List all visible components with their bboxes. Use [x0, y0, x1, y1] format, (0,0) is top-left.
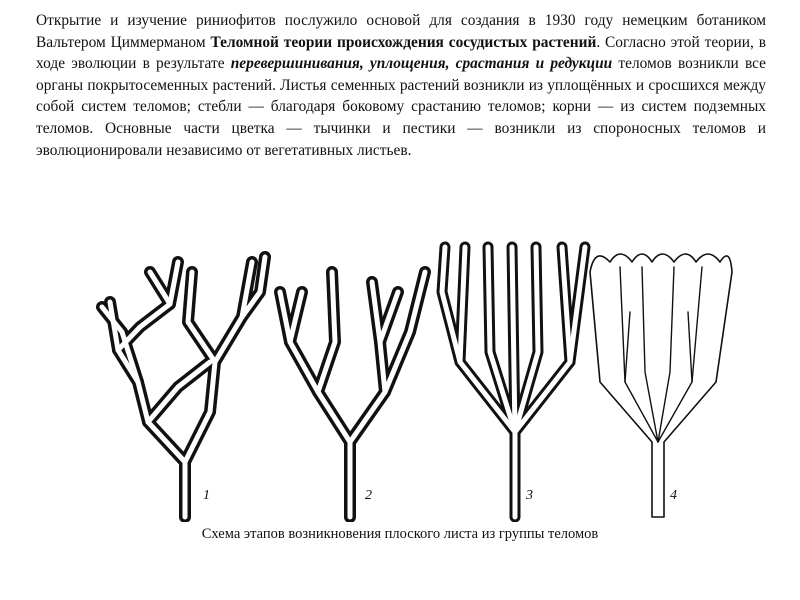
- stage-2-drawing: [280, 272, 425, 517]
- stage-label-3: 3: [526, 488, 533, 503]
- telome-stages-figure: [80, 232, 740, 522]
- stage-label-2: 2: [365, 488, 372, 503]
- text-intro: Открытие и изучение риниофитов послужило основой для создания в 1930 году немецким ботаником Вальтером Циммерманом: [36, 12, 766, 51]
- text-telome-theory: Теломной теории происхождения сосудистых растений: [210, 33, 597, 51]
- stage-3-drawing: [442, 247, 585, 517]
- stage-label-4: 4: [670, 488, 677, 503]
- main-paragraph: [36, 10, 766, 161]
- telome-diagram: [80, 232, 740, 522]
- stage-4-drawing: [590, 254, 732, 517]
- text-processes: перевершинивания, уплощения, срастания и редукции: [230, 55, 613, 73]
- figure-caption: Схема этапов возникновения плоского листа из группы теломов: [201, 526, 599, 542]
- text-theory-lead: . Согласно этой теории, в ходе эволюции в результате: [36, 33, 766, 73]
- stage-label-1: 1: [203, 488, 210, 503]
- stage-1-drawing: [102, 257, 265, 517]
- text-details: теломов возникли все органы покрытосеменных растений. Листья семенных растений возникли из уплощённых и сросшихся между собой систем теломов; стебли — благодаря боковому срастанию теломов; корни — из систем подземных теломов. Основные части цветка — тычинки и пестики — возникли из спороносных теломов и эволюционировали независимо от вегетативных листьев.: [36, 55, 766, 159]
